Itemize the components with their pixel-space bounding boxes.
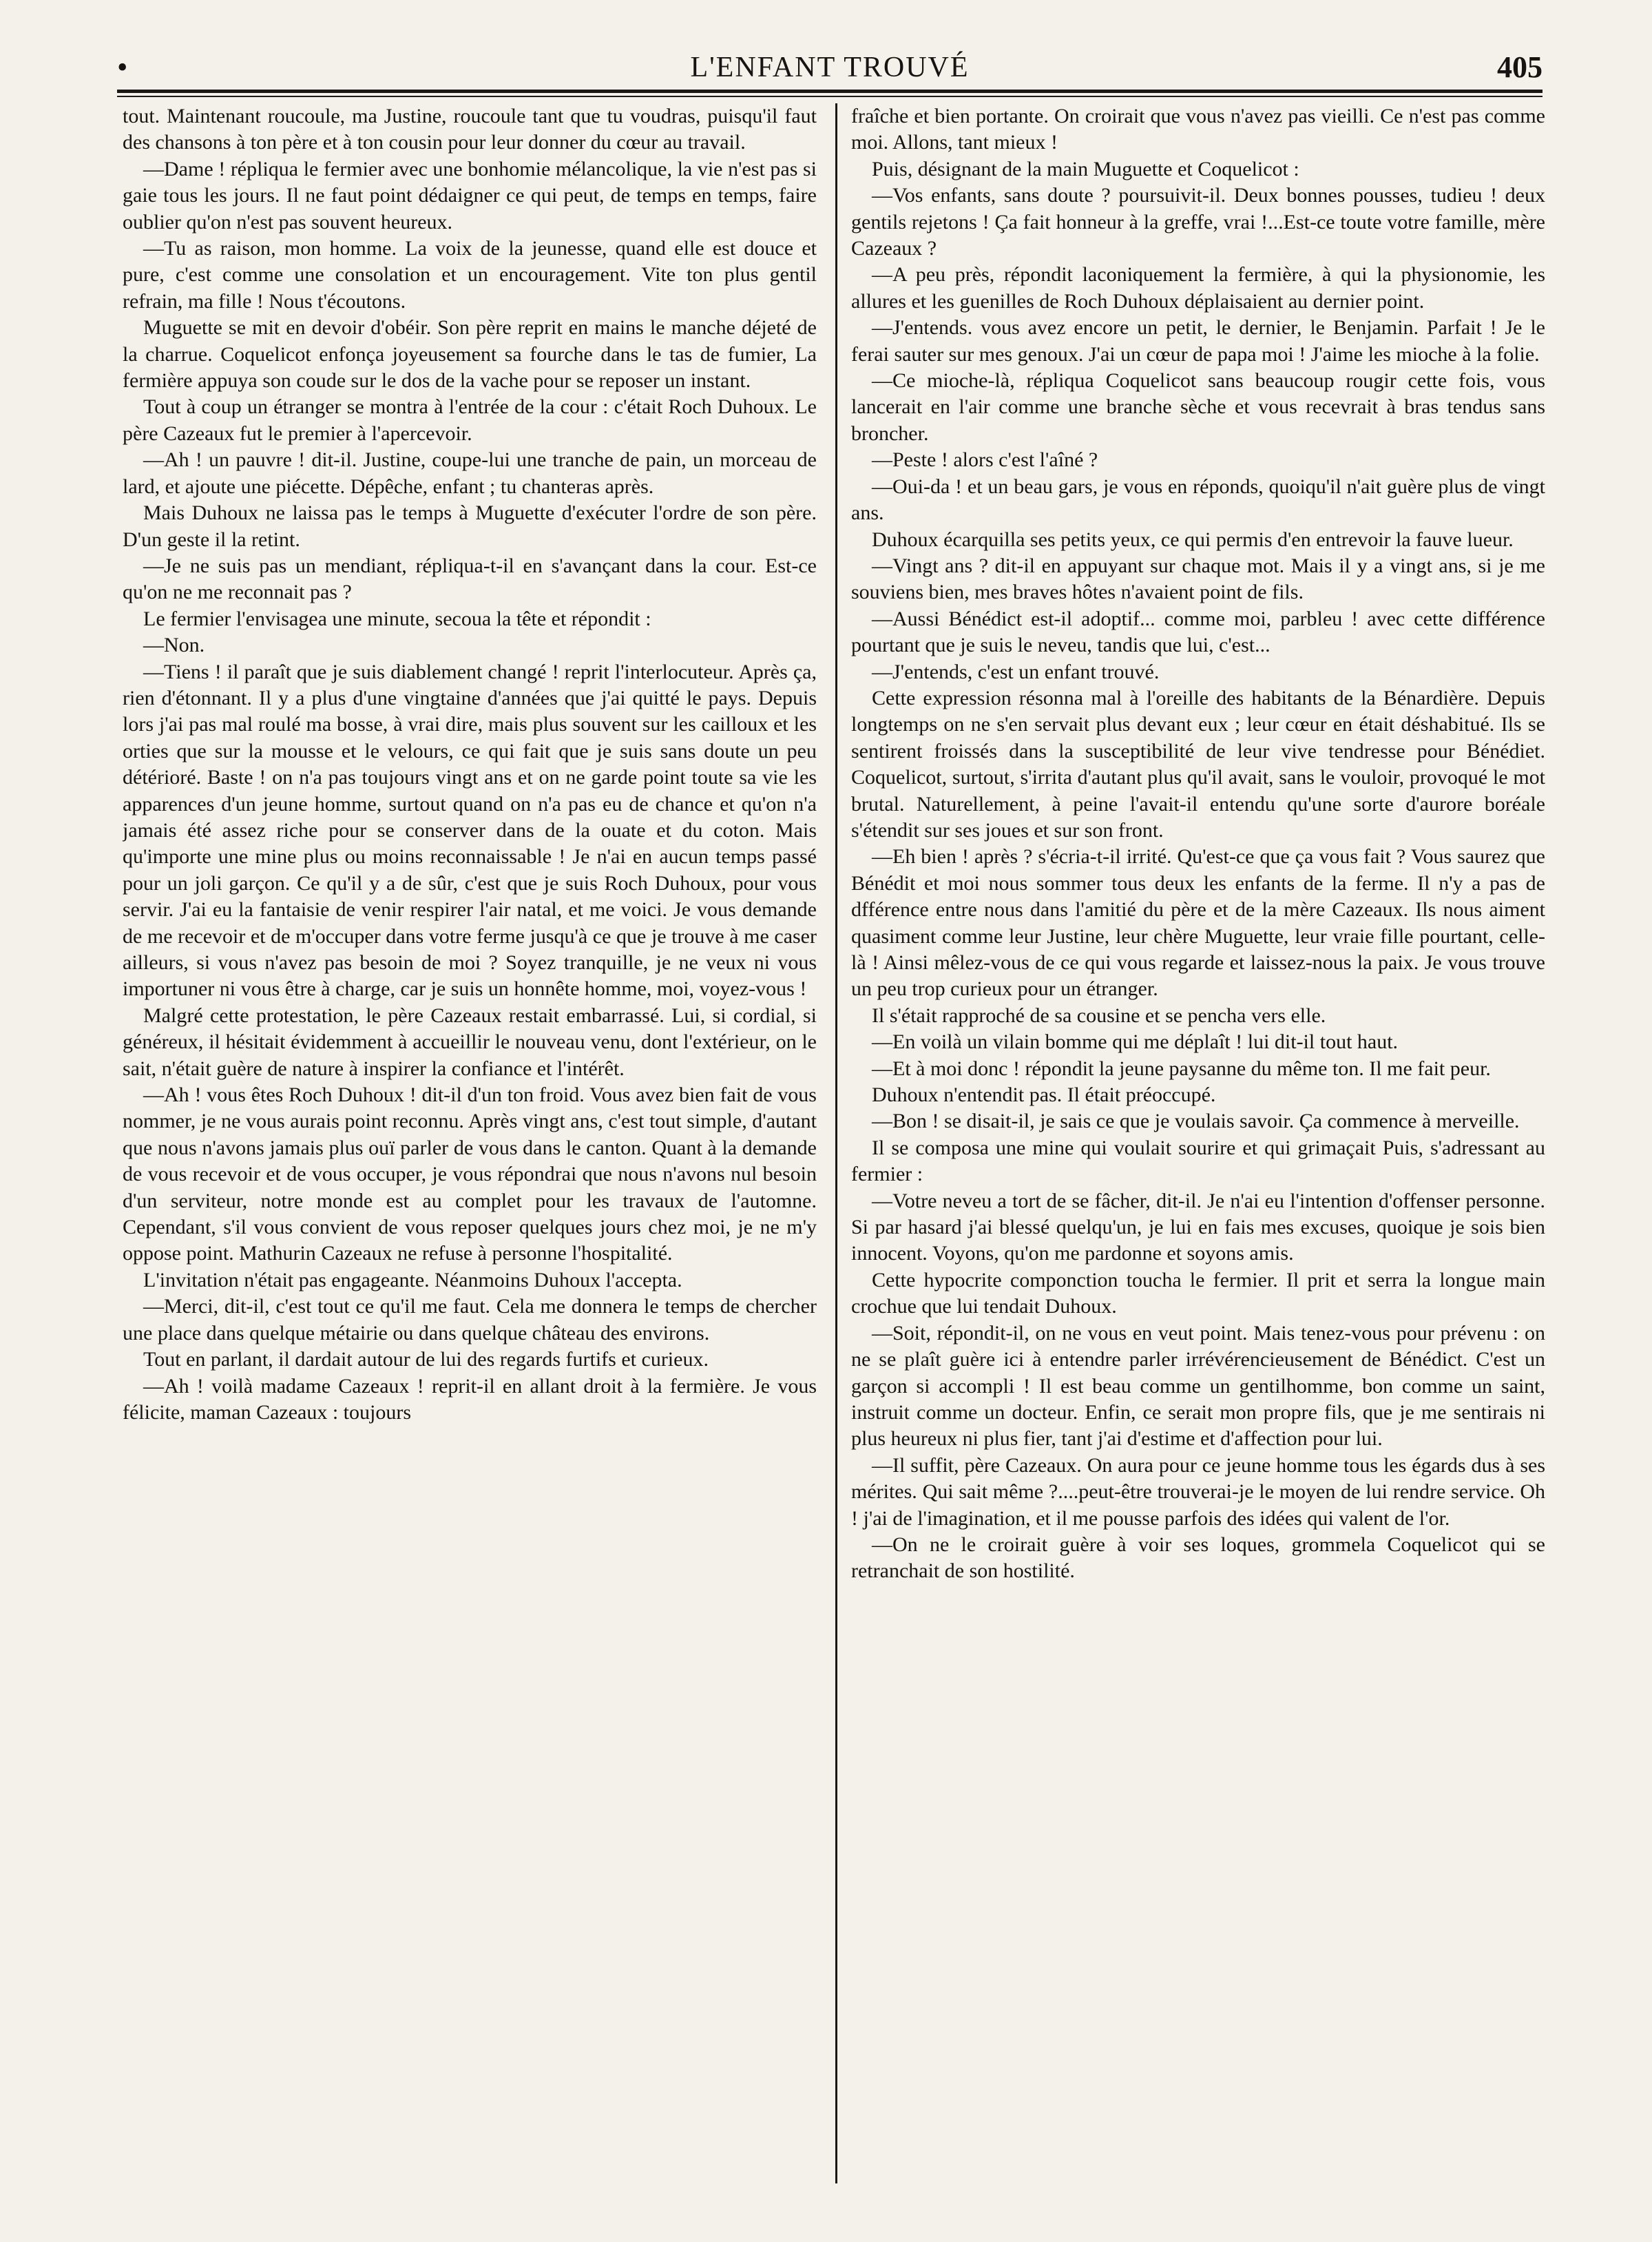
paragraph: —Ce mioche-là, répliqua Coquelicot sans beaucoup rougir cette fois, vous lancerait en l'air comme une branche sèche et vous recevrait à bras tendus sans broncher. bbox=[851, 369, 1545, 445]
paragraph: Le fermier l'envisagea une minute, secoua la tête et répondit : bbox=[143, 607, 651, 630]
header-mark: • bbox=[117, 50, 128, 84]
paragraph: —A peu près, répondit laconiquement la fermière, à qui la physionomie, les allures et les guenilles de Roch Duhoux déplaisaient au dernier point. bbox=[851, 263, 1545, 313]
paragraph: fraîche et bien portante. On croirait que vous n'avez pas vieilli. Ce n'est pas comme moi. Allons, tant mieux ! bbox=[851, 105, 1545, 154]
paragraph: —Tu as raison, mon homme. La voix de la jeunesse, quand elle est douce et pure, c'est comme une consolation et un encouragement. Vite ton plus gentil refrain, ma fille ! Nous t'écoutons. bbox=[123, 237, 817, 313]
paragraph: Mais Duhoux ne laissa pas le temps à Muguette d'exécuter l'ordre de son père. D'un geste il la retint. bbox=[123, 501, 817, 551]
paragraph: —Peste ! alors c'est l'aîné ? bbox=[872, 448, 1098, 472]
paragraph: —Votre neveu a tort de se fâcher, dit-il. Je n'ai eu l'intention d'offenser personne. Si par hasard j'ai blessé quelqu'un, je lui en fais mes excuses, quoique je sois bien innocent. Voyons, qu'on me pardonne et soyons amis. bbox=[851, 1189, 1545, 1265]
paragraph: —Ah ! un pauvre ! dit-il. Justine, coupe-lui une tranche de pain, un morceau de lard, et ajoute une piécette. Dépêche, enfant ; tu chanteras après. bbox=[123, 448, 817, 498]
paragraph: Il se composa une mine qui voulait sourire et qui grimaçait Puis, s'adressant au fermier : bbox=[851, 1136, 1545, 1186]
column-divider bbox=[835, 103, 837, 2183]
paragraph: —Merci, dit-il, c'est tout ce qu'il me faut. Cela me donnera le temps de chercher une place dans quelque métairie ou dans quelque château des environs. bbox=[123, 1295, 817, 1345]
paragraph: L'invitation n'était pas engageante. Néanmoins Duhoux l'accepta. bbox=[143, 1268, 682, 1291]
page-header bbox=[117, 48, 1543, 87]
paragraph: —J'entends. vous avez encore un petit, le dernier, le Benjamin. Parfait ! Je le ferai sauter sur mes genoux. J'ai un cœur de papa moi ! J'aime les mioche à la folie. bbox=[851, 316, 1545, 366]
paragraph: Duhoux écarquilla ses petits yeux, ce qui permis d'en entrevoir la fauve lueur. bbox=[872, 528, 1514, 551]
paragraph: —Et à moi donc ! répondit la jeune paysanne du même ton. Il me fait peur. bbox=[872, 1057, 1491, 1080]
paragraph: —Soit, répondit-il, on ne vous en veut point. Mais tenez-vous pour prévenu : on ne se plaît guère ici à entendre parler irrévérencieusement de Bénédict. C'est un garçon si accompli ! Il est beau comme un gentilhomme, bon comme un saint, instruit comme un docteur. Enfin, ce serait mon propre fils, que je me sentirais ni plus heureux ni plus fier, tant j'ai d'estime et d'affection pour lui. bbox=[851, 1321, 1545, 1451]
paragraph: —En voilà un vilain bomme qui me déplaît ! lui dit-il tout haut. bbox=[872, 1030, 1399, 1054]
paragraph: —Ah ! vous êtes Roch Duhoux ! dit-il d'un ton froid. Vous avez bien fait de vous nommer, je ne vous aurais point reconnu. Après vingt ans, c'est tout simple, d'autant que nous n'avons jamais plus ouï parler de vous dans le canton. Quant à la demande de vous recevoir et de vous occuper, je vous répondrai que nous n'avons nul besoin d'un serviteur, notre monde est au complet pour les travaux de l'automne. Cependant, s'il vous convient de vous reposer quelques jours chez moi, je ne m'y oppose point. Mathurin Cazeaux ne refuse à personne l'hospitalité. bbox=[123, 1083, 817, 1265]
paragraph: Cette hypocrite componction toucha le fermier. Il prit et serra la longue main crochue que lui tendait Duhoux. bbox=[851, 1268, 1545, 1318]
paragraph: Cette expression résonna mal à l'oreille des habitants de la Bénardière. Depuis longtemps on ne s'en servait plus devant eux ; leur cœur en était déshabitué. Ils se sentirent froissés dans la susceptibilité de leur vive tendresse pour Bénédiet. Coquelicot, surtout, s'irrita d'autant plus qu'il avait, sans le vouloir, provoqué le mot brutal. Naturellement, à peine l'avait-il entendu qu'une sorte d'aurore boréale s'étendit sur ses joues et sur son front. bbox=[851, 686, 1545, 842]
paragraph: —Oui-da ! et un beau gars, je vous en réponds, quoiqu'il n'ait guère plus de vingt ans. bbox=[851, 475, 1545, 525]
right-column bbox=[851, 103, 1545, 2183]
paragraph: —Je ne suis pas un mendiant, répliqua-t-il en s'avançant dans la cour. Est-ce qu'on ne me reconnait pas ? bbox=[123, 554, 817, 604]
running-title: L'ENFANT TROUVÉ bbox=[690, 52, 970, 83]
paragraph: —Non. bbox=[143, 634, 205, 657]
paragraph: Il s'était rapproché de sa cousine et se pencha vers elle. bbox=[872, 1004, 1326, 1027]
paragraph: Malgré cette protestation, le père Cazeaux restait embarrassé. Lui, si cordial, si généreux, il hésitait évidemment à accueillir le nouveau venu, dont l'extérieur, on le sait, n'était guère de nature à inspirer la confiance et l'intérêt. bbox=[123, 1004, 817, 1080]
header-rule-thick bbox=[117, 90, 1543, 93]
paragraph: —Tiens ! il paraît que je suis diablement changé ! reprit l'interlocuteur. Après ça, rien d'étonnant. Il y a plus d'une vingtaine d'années que j'ai quitté le pays. Depuis lors j'ai pas mal roulé ma bosse, à vrai dire, mais plus souvent sur les cailloux et les orties que sur la mousse et le velours, ce qui fait que je suis sans doute un peu détérioré. Baste ! on n'a pas toujours vingt ans et on ne garde point toute sa vie les apparences d'un jeune homme, surtout quand on n'a pas eu de chance et qu'on n'a jamais été assez riche pour se conserver dans de la ouate et du coton. Mais qu'importe une mine plus ou moins reconnaissable ! Je n'ai en aucun temps passé pour un joli garçon. Ce qu'il y a de sûr, c'est que je suis Roch Duhoux, pour vous servir. J'ai eu la fantaisie de venir respirer l'air natal, et me voici. Je vous demande de me recevoir et de m'occuper dans votre ferme jusqu'à ce que je trouve à me caser ailleurs, si vous n'avez pas besoin de moi ? Soyez tranquille, je ne veux ni vous importuner ni vous être à charge, car je suis un honnête homme, moi, voyez-vous ! bbox=[123, 660, 817, 1001]
paragraph: —Ah ! voilà madame Cazeaux ! reprit-il en allant droit à la fermière. Je vous félicite, maman Cazeaux : toujours bbox=[123, 1374, 817, 1424]
paragraph: —Vos enfants, sans doute ? poursuivit-il. Deux bonnes pousses, tudieu ! deux gentils rejetons ! Ça fait honneur à la greffe, vrai !...Est-ce toute votre famille, mère Cazeaux ? bbox=[851, 184, 1545, 260]
paragraph: —On ne le croirait guère à voir ses loques, grommela Coquelicot qui se retranchait de son hostilité. bbox=[851, 1533, 1545, 1583]
paragraph: —Il suffit, père Cazeaux. On aura pour ce jeune homme tous les égards dus à ses mérites. Qui sait même ?....peut-être trouverai-je le moyen de lui rendre service. Oh ! j'ai de l'imagination, et il me pousse parfois des idées qui valent de l'or. bbox=[851, 1453, 1545, 1530]
paragraph: Tout en parlant, il dardait autour de lui des regards furtifs et curieux. bbox=[143, 1348, 709, 1371]
paragraph: Puis, désignant de la main Muguette et Coquelicot : bbox=[872, 157, 1299, 180]
paragraph: —J'entends, c'est un enfant trouvé. bbox=[872, 660, 1160, 683]
paragraph: —Dame ! répliqua le fermier avec une bonhomie mélancolique, la vie n'est pas si gaie tous les jours. Il ne faut point dédaigner ce qui peut, de temps en temps, faire oublier qu'on n'est pas souvent heureux. bbox=[123, 157, 817, 233]
paragraph: —Vingt ans ? dit-il en appuyant sur chaque mot. Mais il y a vingt ans, si je me souviens bien, mes braves hôtes n'avaient point de fils. bbox=[851, 554, 1545, 604]
paragraph: —Bon ! se disait-il, je sais ce que je voulais savoir. Ça commence à merveille. bbox=[872, 1110, 1520, 1133]
left-column bbox=[123, 103, 817, 2183]
paragraph: Tout à coup un étranger se montra à l'entrée de la cour : c'était Roch Duhoux. Le père Cazeaux fut le premier à l'apercevoir. bbox=[123, 395, 817, 445]
header-rule-thin bbox=[117, 96, 1543, 97]
paragraph: Muguette se mit en devoir d'obéir. Son père reprit en mains le manche déjeté de la charrue. Coquelicot enfonça joyeusement sa fourche dans le tas de fumier, La fermière appuya son coude sur le dos de la vache pour se reposer un instant. bbox=[123, 316, 817, 393]
paragraph: Duhoux n'entendit pas. Il était préoccupé. bbox=[872, 1083, 1216, 1107]
paragraph: —Eh bien ! après ? s'écria-t-il irrité. Qu'est-ce que ça vous fait ? Vous saurez que Bénédit et moi nous sommer tous deux les enfants de la ferme. Il n'y a pas de dfférence entre nous dans l'amitié du père et de la mère Cazeaux. Ils nous aiment quasiment comme leur Justine, leur chère Muguette, leur vraie fille pourtant, celle-là ! Ainsi mêlez-vous de ce qui vous regarde et laissez-nous la paix. Je vous trouve un peu trop curieux pour un étranger. bbox=[851, 845, 1545, 1001]
page-number: 405 bbox=[1497, 50, 1543, 84]
paragraph: —Aussi Bénédict est-il adoptif... comme moi, parbleu ! avec cette différence pourtant que je suis le neveu, tandis que lui, c'est... bbox=[851, 607, 1545, 657]
paragraph: tout. Maintenant roucoule, ma Justine, roucoule tant que tu voudras, puisqu'il faut des chansons à ton père et à ton cousin pour leur donner du cœur au travail. bbox=[123, 105, 817, 154]
